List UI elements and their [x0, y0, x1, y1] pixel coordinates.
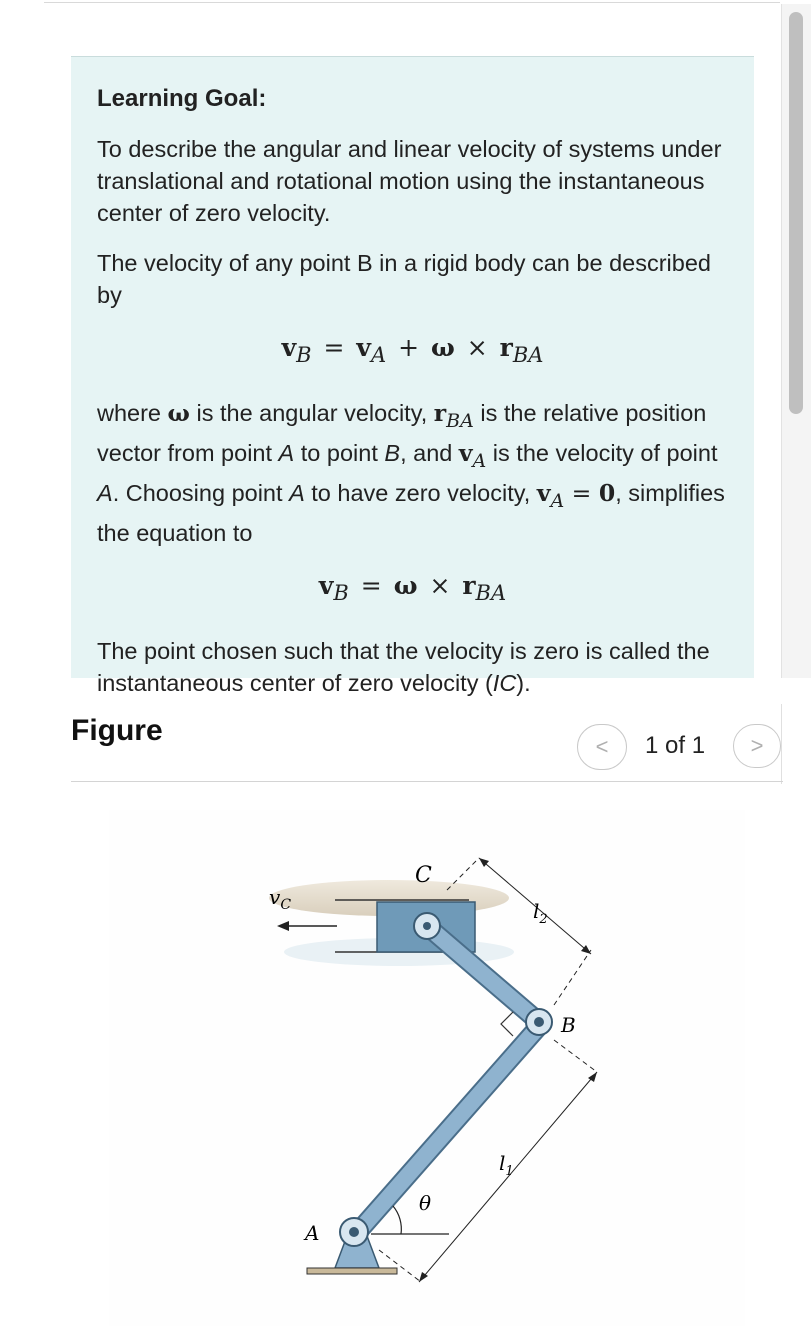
where-sub-a: A	[472, 450, 487, 472]
eq1-v: v	[281, 333, 297, 362]
eq1-cross: ×	[466, 333, 488, 362]
where-text-6: is the velocity of point	[486, 440, 718, 466]
pin-c-center	[423, 922, 431, 930]
where-text-3: is the relative position vector from point	[97, 400, 707, 466]
where-equals: =	[564, 479, 599, 507]
link-bc	[427, 926, 539, 1022]
figure-image	[109, 810, 745, 1326]
figure-title: Figure	[71, 714, 163, 747]
equation-relative-velocity	[97, 333, 728, 367]
eq1-sub-ba: BA	[512, 343, 544, 367]
eq1-omega: ω	[430, 333, 455, 362]
eq2-r: r	[462, 571, 476, 600]
eq2-equals: =	[360, 571, 382, 600]
eq1-sub-a: A	[370, 343, 387, 367]
eq1-v2: v	[356, 333, 371, 362]
figure-pager-text: 1 of 1	[645, 732, 706, 759]
velocity-intro	[97, 247, 728, 311]
where-text-2: is the angular velocity,	[189, 400, 434, 426]
eq2-v: v	[318, 571, 334, 600]
eq1-r: r	[499, 333, 513, 362]
right-angle-marker	[501, 1012, 513, 1036]
dim-l2-ext-b	[554, 950, 591, 1005]
label-vc: $v_C$	[269, 885, 292, 913]
where-text-9: , simplifies the equation to	[97, 480, 725, 546]
theta-arc	[393, 1206, 401, 1234]
conclusion-text-2: ).	[516, 670, 531, 696]
dim-l1-ext-b	[554, 1040, 597, 1072]
support-a-ground	[307, 1268, 397, 1274]
learning-goal-box	[71, 56, 754, 696]
where-v: v	[458, 439, 473, 467]
eq1-equals: =	[323, 333, 345, 362]
where-sub-ba: BA	[446, 410, 474, 432]
eq2-omega: ω	[393, 571, 418, 600]
where-text-4: to point	[294, 440, 385, 466]
where-text-8: to have zero velocity,	[304, 480, 537, 506]
conclusion-ic: IC	[492, 670, 517, 696]
vc-arrowhead	[277, 921, 289, 931]
label-a: A	[305, 1221, 320, 1245]
eq2-sub-b: B	[333, 581, 349, 605]
label-theta: θ	[419, 1191, 432, 1215]
link-ab	[357, 1024, 541, 1233]
figure-panel	[71, 700, 783, 1326]
mechanism-diagram	[109, 810, 745, 1326]
where-text-7: . Choosing point	[112, 480, 290, 506]
where-a1: A	[278, 440, 295, 466]
velocity-intro-text: The velocity of any point B in a rigid body can be described by	[97, 250, 711, 308]
where-b1: B	[384, 440, 401, 466]
figure-divider	[71, 781, 783, 782]
next-figure-button[interactable]: >	[733, 724, 781, 768]
where-v2: v	[536, 479, 551, 507]
where-sub-a2: A	[550, 490, 565, 512]
eq1-sub-b: B	[296, 343, 312, 367]
pin-b-center	[534, 1017, 544, 1027]
scrollbar-thumb[interactable]	[789, 12, 803, 414]
eq2-sub-ba: BA	[475, 581, 507, 605]
where-paragraph	[97, 397, 728, 549]
eq1-plus: +	[398, 333, 420, 362]
learning-goal-heading: Learning Goal:	[97, 85, 267, 112]
where-omega: ω	[167, 399, 190, 427]
learning-goal-intro: To describe the angular and linear velocity of systems under translational and rotational motion using the instantaneous center of zero velocity.	[97, 136, 722, 226]
label-c: C	[415, 863, 432, 888]
eq2-cross: ×	[429, 571, 451, 600]
pin-a-center	[349, 1227, 359, 1237]
where-a4: A	[289, 480, 305, 506]
where-zero: 0	[598, 479, 616, 507]
top-divider	[44, 2, 780, 3]
label-b: B	[561, 1013, 576, 1037]
label-l1: $l_1$	[499, 1151, 514, 1179]
equation-ic-velocity	[97, 571, 728, 605]
where-text-1: where	[97, 400, 168, 426]
conclusion-paragraph	[97, 635, 728, 699]
label-l2: $l_2$	[533, 899, 548, 927]
conclusion-text-1: The point chosen such that the velocity is zero is called the instantaneous center of zero velocity (	[97, 638, 710, 696]
previous-figure-button[interactable]: <	[577, 724, 627, 770]
where-r: r	[433, 399, 447, 427]
where-a3: A	[97, 480, 113, 506]
where-text-5: , and	[400, 440, 459, 466]
dim-l1-ext-a	[379, 1250, 421, 1282]
